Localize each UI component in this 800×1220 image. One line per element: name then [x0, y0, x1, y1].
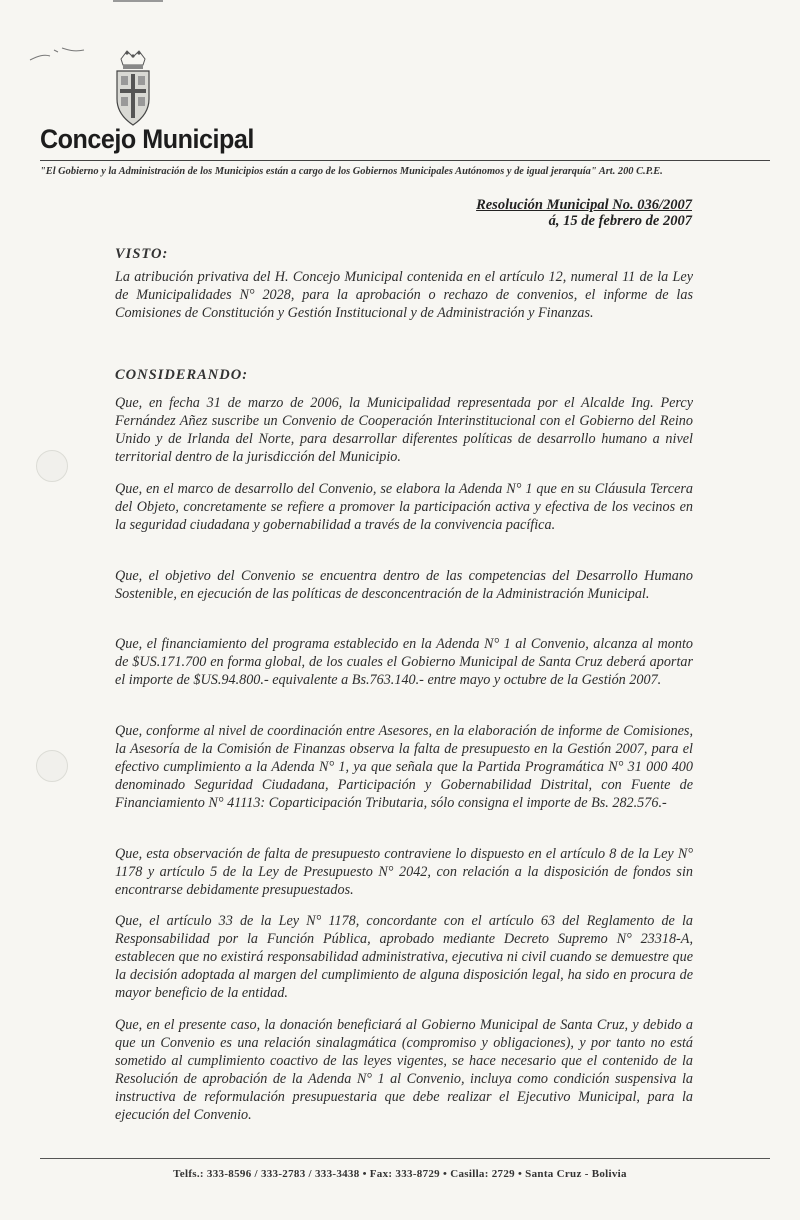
heading-visto: VISTO:	[115, 246, 169, 262]
coat-of-arms-icon	[113, 47, 153, 127]
header-motto: "El Gobierno y la Administración de los Municipios están a cargo de los Gobiernos Municipales Autónomos y de igual jerarquía" Art. 200 C.P.E.	[40, 166, 663, 177]
handwritten-mark	[28, 44, 88, 64]
footer-divider	[40, 1158, 770, 1159]
footer-contact: Telfs.: 333-8596 / 333-2783 / 333-3438 • Fax: 333-8729 • Casilla: 2729 • Santa Cruz - Bolivia	[173, 1168, 627, 1180]
paragraph: Que, conforme al nivel de coordinación entre Asesores, en la elaboración de informe de Comisiones, la Asesoría de la Comisión de Finanzas observa la falta de presupuesto en la Gestión 2007, para el efectivo cumplimiento a la Adenda N° 1, ya que señala que la Partida Programática N° 31 000 400 denominado Seguridad Ciudadana, Participación y Gobernabilidad Distrital, con Fuente de Financiamiento N° 41113: Coparticipación Tributaria, sólo consigna el importe de Bs. 282.576.-	[115, 723, 693, 811]
paragraph: Que, el objetivo del Convenio se encuentra dentro de las competencias del Desarrollo Humano Sostenible, en ejecución de las políticas de desconcentración de la Administración Municipal.	[115, 568, 693, 602]
paragraph: Que, el financiamiento del programa establecido en la Adenda N° 1 al Convenio, alcanza al monto de $US.171.700 en forma global, de los cuales el Gobierno Municipal de Santa Cruz deberá aportar el importe de $US.94.800.- equivalente a Bs.763.140.- entre mayo y octubre de la Gestión 2007.	[115, 636, 693, 688]
paragraph-visto: La atribución privativa del H. Concejo Municipal contenida en el artículo 12, numeral 11 de la Ley de Municipalidades N° 2028, para la aprobación o rechazo de convenios, el informe de las Comisiones de Constitución y Gestión Institucional y de Administración y Finanzas.	[115, 269, 693, 321]
paragraph: Que, en el presente caso, la donación beneficiará al Gobierno Municipal de Santa Cruz, y debido a que un Convenio es una relación sinalagmática (compromiso y obligaciones), y por tanto no está sometido al cumplimiento coactivo de las leyes vigentes, se hace necesario que el contenido de la Resolución de aprobación de la Adenda N° 1 al Convenio, incluya como condición suspensiva la instructiva de reformulación presupuestaria que debe realizar el Ejecutivo Municipal, para la ejecución del Convenio.	[115, 1017, 693, 1123]
binder-hole	[36, 450, 68, 482]
paragraph: Que, en fecha 31 de marzo de 2006, la Municipalidad representada por el Alcalde Ing. Percy Fernández Añez suscribe un Convenio de Cooperación Interinstitucional con el Gobierno del Reino Unido y de Irlanda del Norte, para desarrollar diferentes políticas de desarrollo humano a nivel territorial dentro de la jurisdicción del Municipio.	[115, 395, 693, 465]
org-name: Concejo Municipal	[40, 124, 254, 154]
binder-hole	[36, 750, 68, 782]
header-divider	[40, 160, 770, 161]
scan-mark	[113, 0, 163, 4]
paragraph: Que, en el marco de desarrollo del Convenio, se elabora la Adenda N° 1 que en su Cláusula Tercera del Objeto, concretamente se refiere a promover la participación activa y efectiva de los vecinos en la seguridad ciudadana y gobernabilidad a través de la convivencia pacífica.	[115, 481, 693, 533]
paragraph: Que, esta observación de falta de presupuesto contraviene lo dispuesto en el artículo 8 de la Ley N° 1178 y artículo 5 de la Ley de Presupuesto N° 2042, con relación a la disposición de fondos sin encontrarse debidamente presupuestados.	[115, 846, 693, 898]
resolution-block	[476, 197, 692, 229]
resolution-title: Resolución Municipal No. 036/2007	[476, 197, 692, 213]
paragraph: Que, el artículo 33 de la Ley N° 1178, concordante con el artículo 63 del Reglamento de la Responsabilidad por la Función Pública, aprobado mediante Decreto Supremo N° 23318-A, establecen que no existirá responsabilidad administrativa, ejecutiva ni civil cuando se demuestre que la decisión adoptada al margen del cumplimiento de alguna disposición legal, ha sido en procura de mayor beneficio de la entidad.	[115, 913, 693, 1001]
resolution-date: á, 15 de febrero de 2007	[548, 213, 692, 229]
heading-considerando: CONSIDERANDO:	[115, 367, 249, 383]
